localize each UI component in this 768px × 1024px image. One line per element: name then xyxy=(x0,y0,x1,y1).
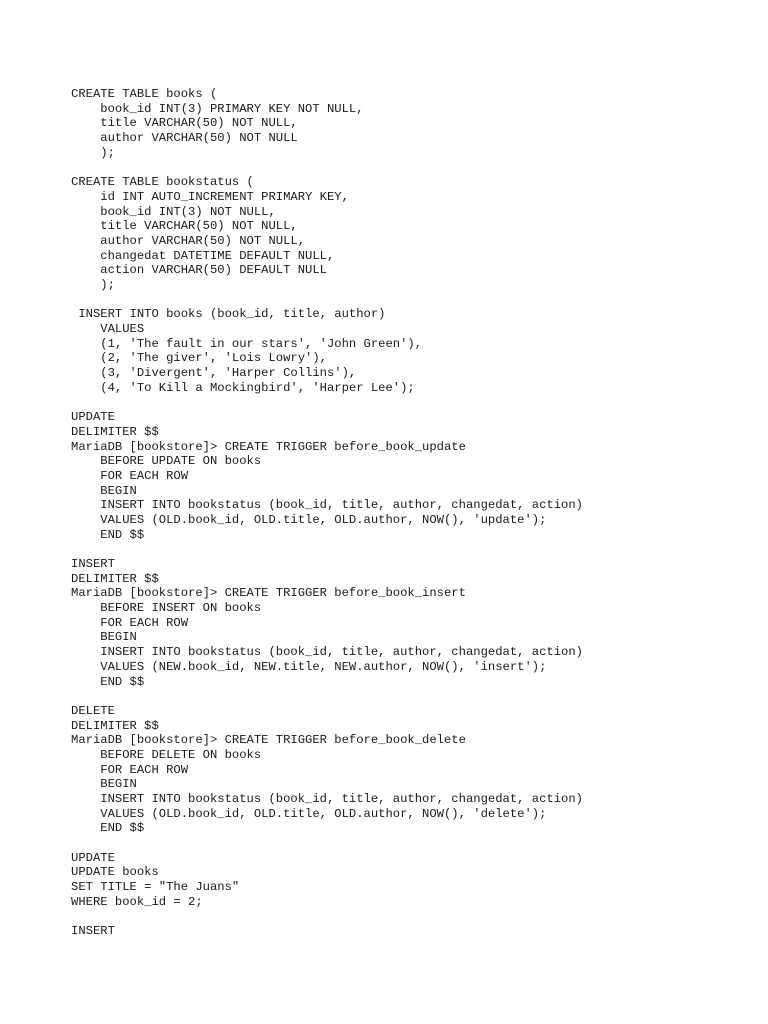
code-line: DELIMITER $$ xyxy=(71,424,159,439)
code-line: INSERT INTO bookstatus (book_id, title, author, changedat, action) xyxy=(71,792,583,806)
code-line: INSERT INTO bookstatus (book_id, title, author, changedat, action) xyxy=(71,498,583,513)
code-line xyxy=(71,395,583,410)
code-line: author VARCHAR(50) NOT NULL xyxy=(71,131,298,146)
code-line: VALUES xyxy=(71,322,145,336)
code-line: BEFORE DELETE ON books xyxy=(71,747,262,762)
code-line: MariaDB [bookstore]> CREATE TRIGGER before_book_update xyxy=(71,439,466,454)
code-line: UPDATE books xyxy=(71,865,159,880)
code-line: UPDATE xyxy=(71,410,115,425)
code-line: MariaDB [bookstore]> CREATE TRIGGER before_book_insert xyxy=(71,586,466,601)
code-line: END $$ xyxy=(71,674,145,689)
code-line: VALUES (OLD.book_id, OLD.title, OLD.author, NOW(), 'delete'); xyxy=(71,806,547,821)
code-line: INSERT xyxy=(71,924,115,939)
code-line: MariaDB [bookstore]> CREATE TRIGGER before_book_delete xyxy=(71,733,466,748)
code-line: END $$ xyxy=(71,527,145,542)
code-line: changedat DATETIME DEFAULT NULL, xyxy=(71,248,335,263)
code-line: VALUES (NEW.book_id, NEW.title, NEW.author, NOW(), 'insert'); xyxy=(71,659,547,674)
code-line xyxy=(71,689,583,704)
code-line: UPDATE xyxy=(71,850,115,865)
code-line: book_id INT(3) NOT NULL, xyxy=(71,204,276,219)
code-line: BEGIN xyxy=(71,777,137,792)
code-line: WHERE book_id = 2; xyxy=(71,894,203,909)
code-line: INSERT xyxy=(71,557,115,571)
code-line: ); xyxy=(71,145,115,160)
code-line: FOR EACH ROW xyxy=(71,615,189,630)
code-line: author VARCHAR(50) NOT NULL, xyxy=(71,233,306,248)
code-line xyxy=(71,542,583,557)
code-line: VALUES (OLD.book_id, OLD.title, OLD.author, NOW(), 'update'); xyxy=(71,512,547,527)
code-line: FOR EACH ROW xyxy=(71,468,189,483)
code-line: DELIMITER $$ xyxy=(71,718,159,733)
code-line: ); xyxy=(71,277,115,292)
code-line: BEFORE UPDATE ON books xyxy=(71,454,262,469)
code-line: DELETE xyxy=(71,703,115,718)
code-line: (3, 'Divergent', 'Harper Collins'), xyxy=(71,366,357,381)
code-line: SET TITLE = "The Juans" xyxy=(71,880,240,895)
code-line: END $$ xyxy=(71,821,145,836)
code-line: id INT AUTO_INCREMENT PRIMARY KEY, xyxy=(71,189,349,204)
code-line: CREATE TABLE bookstatus ( xyxy=(71,175,254,190)
code-line: title VARCHAR(50) NOT NULL, xyxy=(71,116,298,131)
code-line xyxy=(71,160,583,175)
code-line: INSERT INTO books (book_id, title, author) xyxy=(71,307,386,322)
code-line: (2, 'The giver', 'Lois Lowry'), xyxy=(71,351,327,366)
code-line: (1, 'The fault in our stars', 'John Green'), xyxy=(71,336,423,351)
code-line: BEGIN xyxy=(71,630,137,645)
code-line: action VARCHAR(50) DEFAULT NULL xyxy=(71,263,327,278)
code-line: FOR EACH ROW xyxy=(71,762,189,777)
code-line xyxy=(71,293,583,308)
sql-code-block xyxy=(71,87,583,939)
code-line xyxy=(71,910,583,925)
code-line: DELIMITER $$ xyxy=(71,571,159,586)
code-line: BEGIN xyxy=(71,483,137,498)
code-line xyxy=(71,836,583,851)
code-line: (4, 'To Kill a Mockingbird', 'Harper Lee'); xyxy=(71,380,415,395)
code-line: book_id INT(3) PRIMARY KEY NOT NULL, xyxy=(71,101,364,116)
code-line: CREATE TABLE books ( xyxy=(71,87,218,101)
code-line: BEFORE INSERT ON books xyxy=(71,601,262,616)
code-line: title VARCHAR(50) NOT NULL, xyxy=(71,219,298,234)
code-line: INSERT INTO bookstatus (book_id, title, author, changedat, action) xyxy=(71,645,583,660)
